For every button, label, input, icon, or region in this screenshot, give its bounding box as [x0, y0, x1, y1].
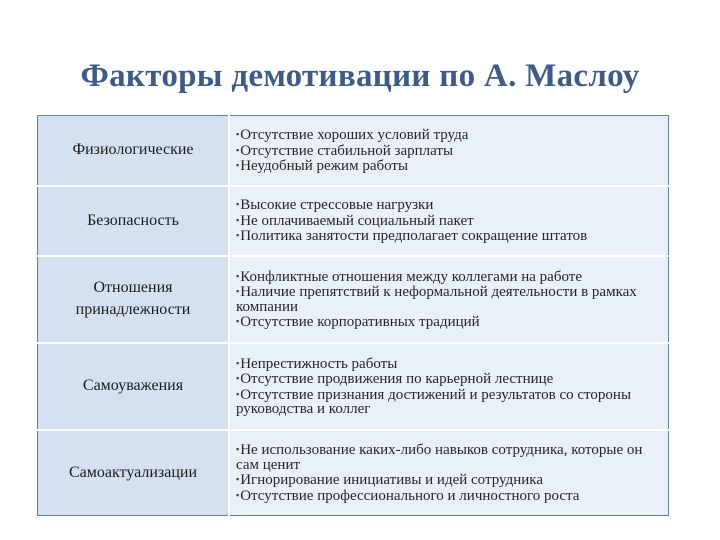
list-item: ▪Политика занятости предполагает сокращение штатов — [236, 228, 588, 245]
bullet-icon: ▪ — [236, 214, 240, 225]
items-cell — [229, 116, 669, 186]
bullet-icon: ▪ — [236, 286, 240, 296]
category-cell — [38, 256, 230, 343]
list-item: ▪Высокие стрессовые нагрузки — [236, 197, 434, 214]
slide-title: Факторы демотивации по А. Маслоу — [80, 58, 640, 94]
table-row — [38, 430, 669, 516]
bullet-icon: ▪ — [236, 144, 240, 155]
table-row — [38, 186, 669, 256]
list-item: ▪Не использование каких-либо навыков сотрудника, которые он сам ценит — [236, 442, 643, 473]
items-cell — [229, 430, 669, 516]
list-item: ▪Наличие препятствий к неформальной деятельности в рамках компании — [236, 284, 637, 315]
bullet-icon: ▪ — [236, 129, 240, 139]
category-line: принадлежности — [75, 301, 191, 318]
list-item: ▪Неудобный режим работы — [236, 158, 409, 174]
bullet-icon: ▪ — [236, 373, 240, 383]
list-item: ▪Отсутствие признания достижений и результатов со стороны руководства и коллег — [236, 386, 632, 417]
list-item: ▪Отсутствие стабильной зарплаты — [236, 142, 454, 159]
list-item: ▪Конфликтные отношения между коллегами на работе — [236, 268, 582, 285]
bullet-icon: ▪ — [236, 388, 240, 399]
bullet-icon: ▪ — [236, 270, 240, 281]
category-cell: Безопасность — [38, 186, 230, 256]
table-row — [38, 343, 669, 430]
bullet-icon: ▪ — [236, 489, 240, 500]
bullet-icon: ▪ — [236, 316, 240, 326]
list-item: ▪Непрестижность работы — [236, 355, 398, 372]
list-item: ▪Отсутствие корпоративных традиций — [236, 314, 480, 330]
items-cell — [229, 256, 669, 343]
list-item: ▪Отсутствие продвижения по карьерной лестнице — [236, 371, 554, 387]
list-item: ▪Игнорирование инициативы и идей сотрудника — [236, 472, 543, 489]
category-cell: Самоактуализации — [38, 430, 230, 516]
bullet-icon: ▪ — [236, 474, 240, 485]
items-cell — [229, 186, 669, 256]
table-row — [38, 116, 669, 186]
category-cell: Физиологические — [38, 116, 230, 186]
bullet-icon: ▪ — [236, 160, 240, 170]
items-cell — [229, 343, 669, 430]
bullet-icon: ▪ — [236, 357, 240, 368]
factors-table — [37, 115, 669, 516]
table-row — [38, 256, 669, 343]
list-item: ▪Отсутствие хороших условий труда — [236, 127, 469, 143]
category-line: Отношения — [93, 279, 173, 296]
bullet-icon: ▪ — [236, 199, 240, 210]
bullet-icon: ▪ — [236, 444, 240, 455]
bullet-icon: ▪ — [236, 230, 240, 241]
category-cell: Самоуважения — [38, 343, 230, 430]
list-item: ▪Не оплачиваемый социальный пакет — [236, 212, 474, 229]
list-item: ▪Отсутствие профессионального и личностного роста — [236, 487, 580, 504]
